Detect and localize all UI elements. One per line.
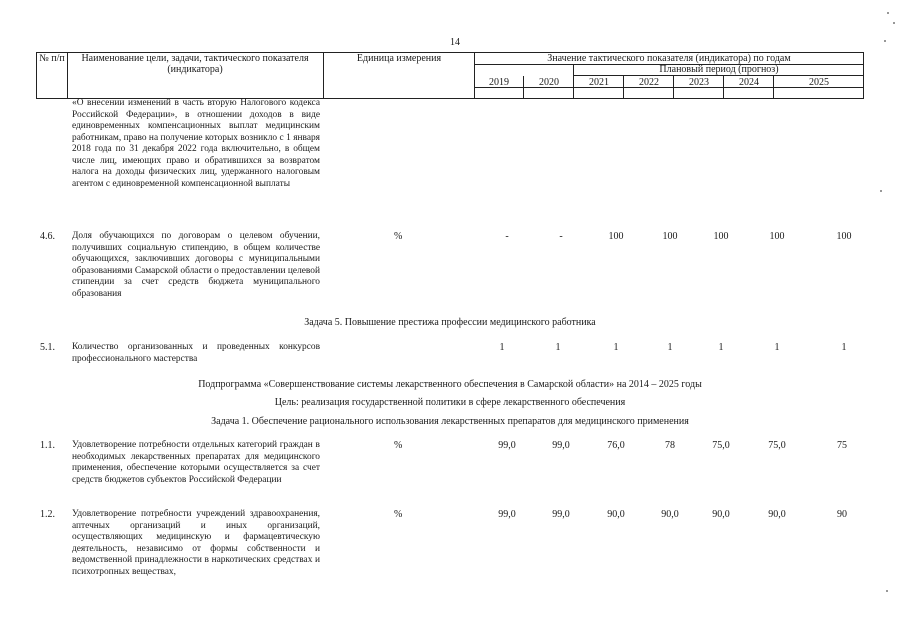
row-name: Доля обучающихся по договорам о целевом обучении, получивших социальную стипендию, в общем количестве обучающихся, заключивших договоры с муниципальными образованиями Самарской области о предоставлении целевой стипендии за счет средств бюджета муниципального образования — [72, 231, 320, 299]
continuation-text: «О внесении изменений в часть вторую Налогового кодекса Российской Федерации», в отношении доходов в виде единовременных компенсационных выплат медицинским работникам, право на получение которых возникло с 1 января 2018 года по 31 декабря 2022 года включительно, в общем числе лиц, имеющих право и обратившихся за возвратом налога на доходы физических лиц, удержанного налоговым агентом с единовременной компенсационной выплаты — [72, 98, 320, 189]
row-number: 1.2. — [40, 509, 55, 520]
row-value: 99,0 — [498, 440, 516, 451]
subprogram-heading: Подпрограмма «Совершенствование системы лекарственного обеспечения в Самарской области» на 2014 – 2025 годы — [198, 379, 702, 390]
scan-speck — [893, 22, 895, 24]
row-unit: % — [394, 509, 403, 520]
row-name: Количество организованных и проведенных конкурсов профессионального мастерства — [72, 342, 320, 364]
header-values: Значение тактического показателя (индикатора) по годам — [547, 53, 791, 64]
scan-speck — [884, 40, 886, 42]
row-value: 1 — [555, 342, 561, 353]
row-value: 99,0 — [552, 440, 570, 451]
task-heading: Задача 1. Обеспечение рационального использования лекарственных препаратов для медицинского применения — [211, 416, 689, 427]
row-value: 100 — [836, 231, 852, 242]
header-year: 2022 — [639, 77, 659, 88]
row-value: - — [559, 231, 563, 242]
task-heading: Задача 5. Повышение престижа профессии медицинского работника — [304, 317, 596, 328]
row-value: 90,0 — [712, 509, 730, 520]
header-year: 2024 — [739, 77, 759, 88]
row-value: - — [505, 231, 509, 242]
goal-heading: Цель: реализация государственной политики в сфере лекарственного обеспечения — [274, 397, 626, 408]
row-value: 1 — [667, 342, 673, 353]
row-value: 1 — [613, 342, 619, 353]
row-value: 100 — [769, 231, 785, 242]
scan-speck — [880, 190, 882, 192]
row-unit: % — [394, 440, 403, 451]
header-year: 2021 — [589, 77, 609, 88]
row-number: 1.1. — [40, 440, 55, 451]
row-value: 76,0 — [607, 440, 625, 451]
table-header — [36, 52, 864, 99]
scan-speck — [887, 12, 889, 14]
row-name: Удовлетворение потребности учреждений здравоохранения, аптечных организаций и иных организаций, осуществляющих медицинскую и фармацевтическую деятельность, независимо от формы собственности и ведомственной принадлежности в наркотических средствах и психотропных веществах, — [72, 509, 320, 577]
header-unit: Единица измерения — [356, 53, 442, 64]
scan-speck — [886, 590, 888, 592]
row-value: 75,0 — [712, 440, 730, 451]
row-value: 75 — [837, 440, 847, 451]
row-value: 1 — [499, 342, 505, 353]
row-value: 99,0 — [498, 509, 516, 520]
row-value: 1 — [718, 342, 724, 353]
row-value: 100 — [662, 231, 678, 242]
row-number: 4.6. — [40, 231, 55, 242]
row-value: 75,0 — [768, 440, 786, 451]
row-value: 99,0 — [552, 509, 570, 520]
row-value: 1 — [774, 342, 780, 353]
row-value: 90,0 — [768, 509, 786, 520]
row-unit: % — [394, 231, 403, 242]
header-planned-period: Плановый период (прогноз) — [659, 64, 779, 75]
header-year: 2019 — [489, 77, 509, 88]
row-value: 1 — [841, 342, 847, 353]
header-year: 2023 — [689, 77, 709, 88]
row-value: 100 — [713, 231, 729, 242]
row-value: 90 — [837, 509, 847, 520]
page-number: 14 — [450, 37, 460, 48]
header-year: 2020 — [539, 77, 559, 88]
row-number: 5.1. — [40, 342, 55, 353]
row-value: 100 — [608, 231, 624, 242]
row-value: 78 — [665, 440, 675, 451]
row-value: 90,0 — [607, 509, 625, 520]
row-value: 90,0 — [661, 509, 679, 520]
row-name: Удовлетворение потребности отдельных категорий граждан в необходимых лекарственных препаратах для медицинского применения, обеспечение которыми осуществляется за счет средств бюджетов субъектов Российской Федерации — [72, 440, 320, 485]
header-name: Наименование цели, задачи, тактического показателя (индикатора) — [81, 53, 309, 75]
header-no: № п/п — [39, 53, 65, 64]
header-year: 2025 — [809, 77, 829, 88]
